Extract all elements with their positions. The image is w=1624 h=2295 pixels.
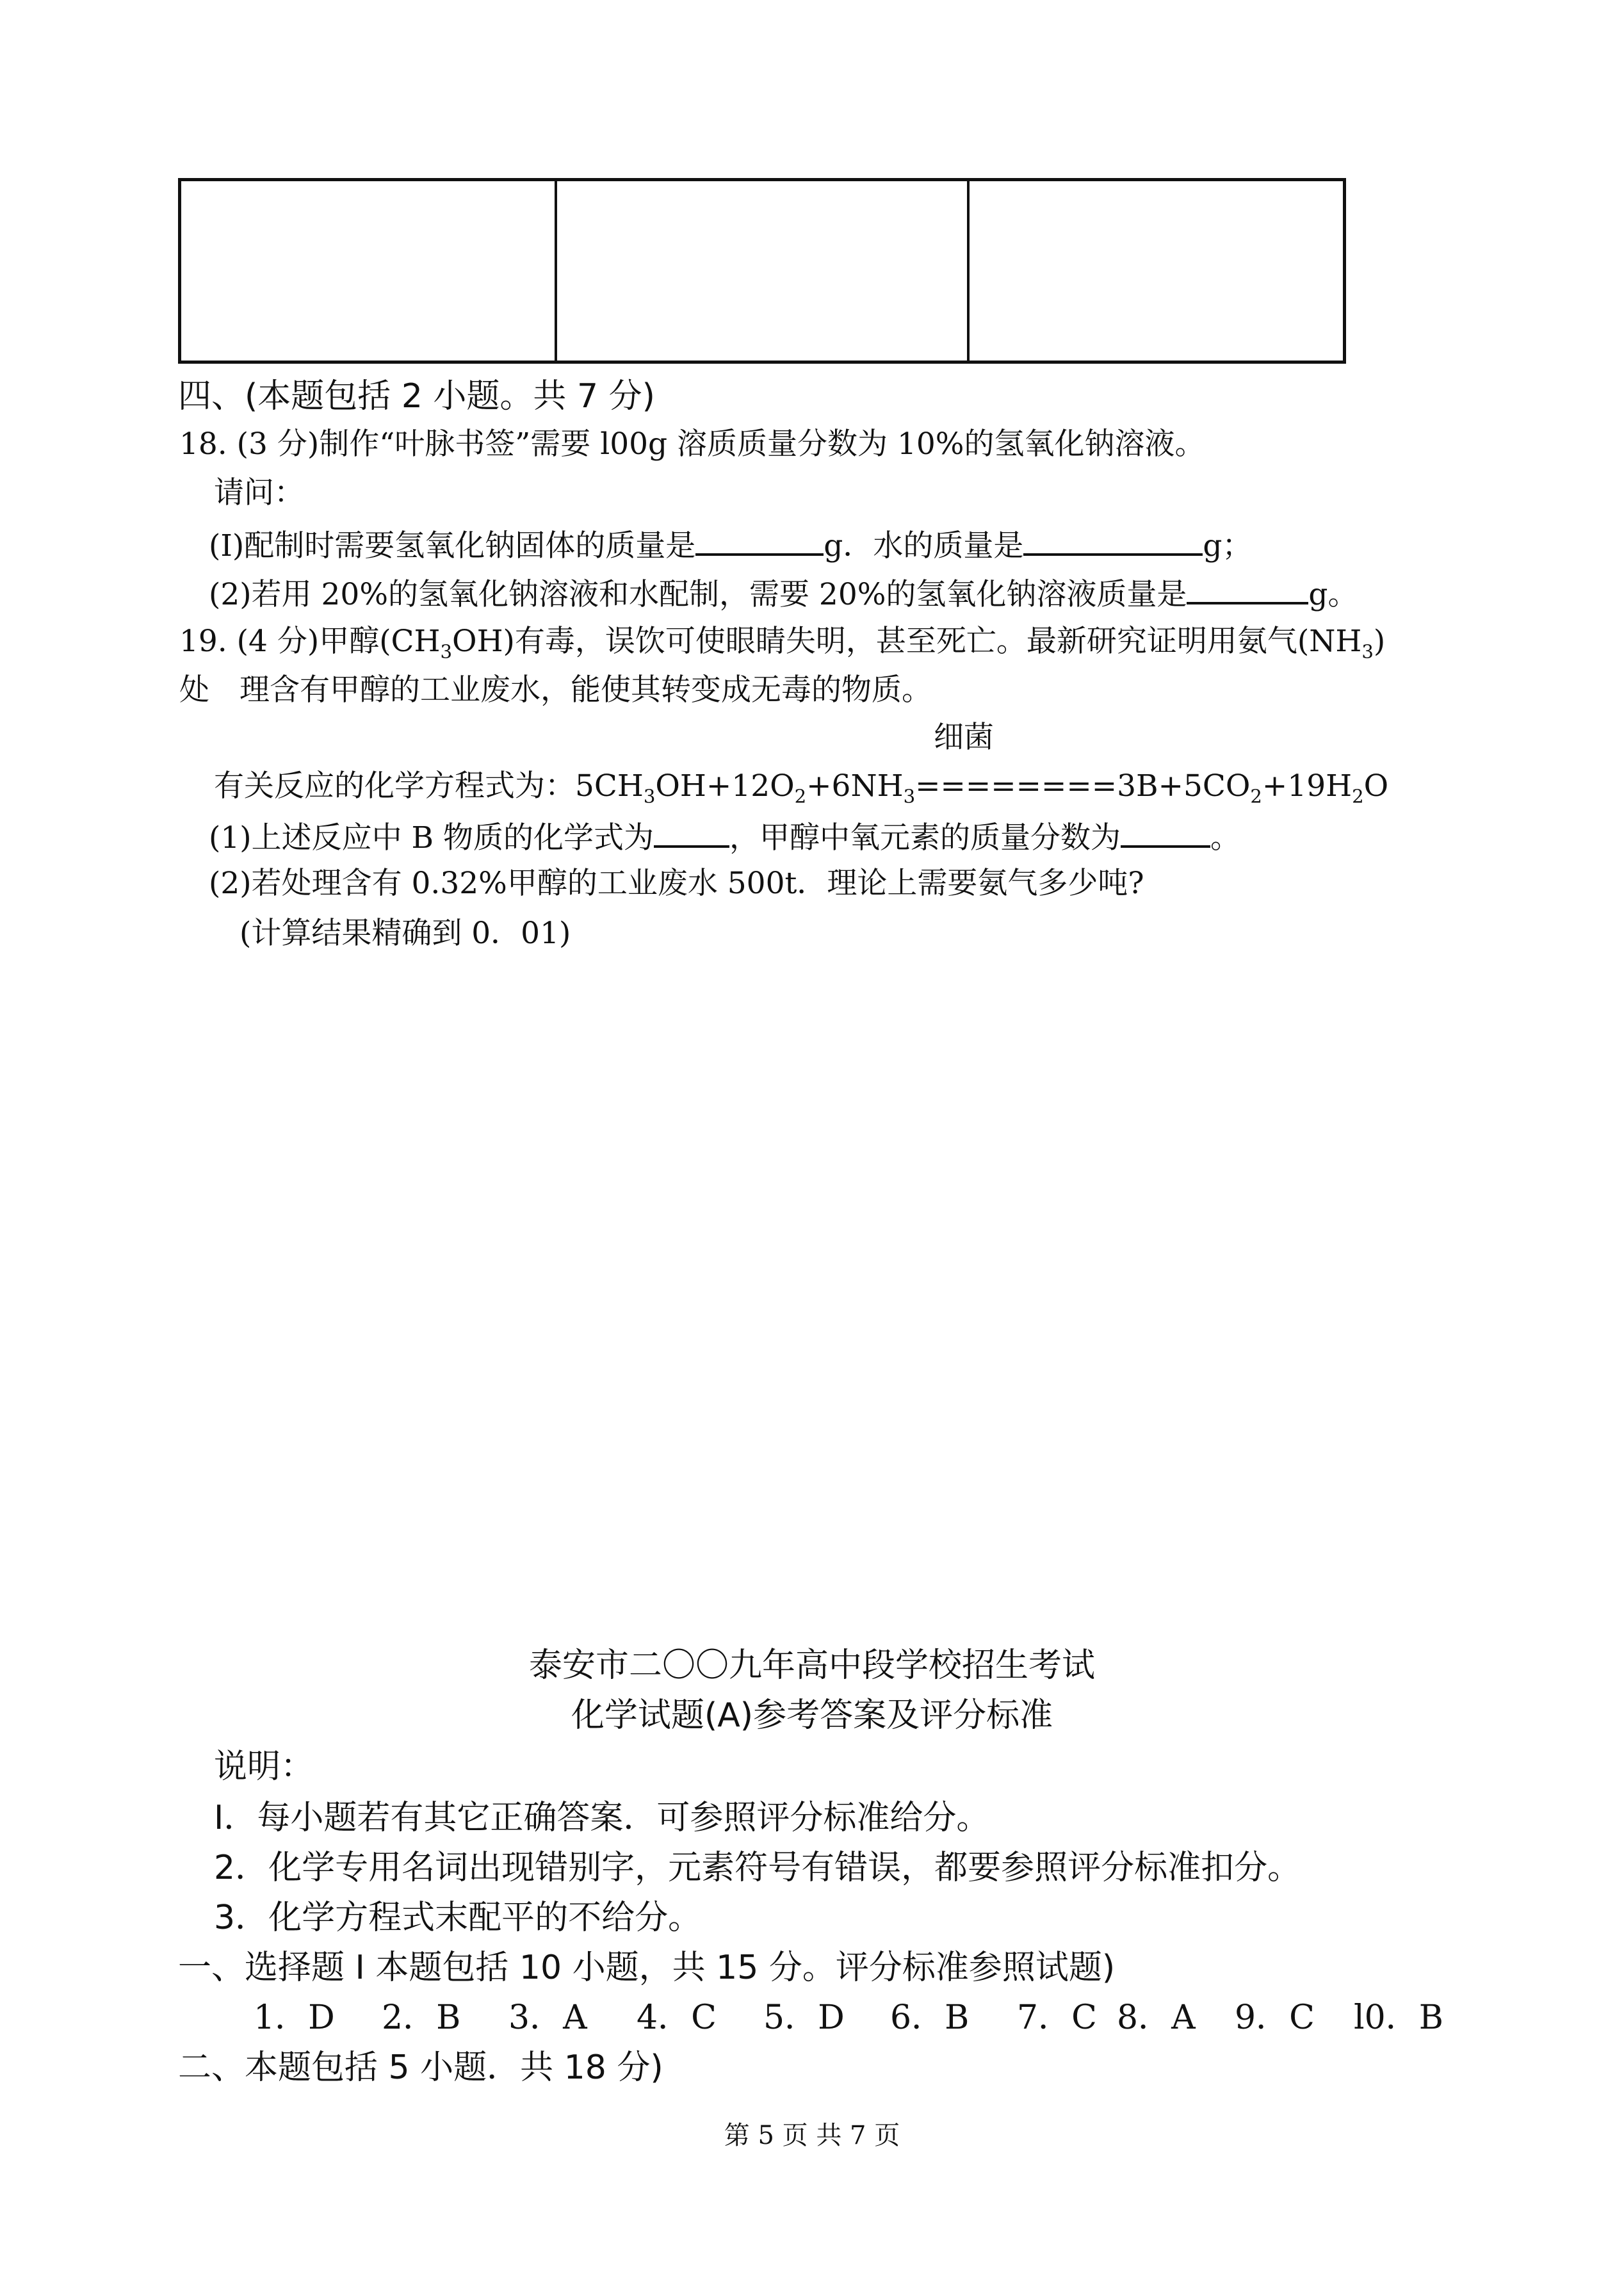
- answer-section-1: 一、选择题 I 本题包括 10 小题，共 15 分。评分标准参照试题): [178, 1949, 1116, 1987]
- choice-answer: 9．C: [1235, 1999, 1315, 2037]
- q19-stem-line2: 处 理含有甲醇的工业废水，能使其转变成无毒的物质。: [179, 672, 932, 708]
- choice-answer: 5．D: [763, 1999, 845, 2037]
- choice-answer: l0．B: [1354, 1999, 1443, 2037]
- note-item: I．每小题若有其它正确答案．可参照评分标准给分。: [214, 1799, 990, 1837]
- answer-key-title: 泰安市二〇〇九年高中段学校招生考试: [528, 1646, 1095, 1685]
- choice-answer: 6．B: [890, 1999, 970, 2037]
- choice-answer: 7．C: [1017, 1999, 1097, 2037]
- answer-blank[interactable]: [1023, 524, 1203, 556]
- answer-blank[interactable]: [695, 524, 824, 556]
- table-divider: [967, 181, 970, 361]
- q19-part1-text-c: 。: [1210, 820, 1240, 856]
- q19-equation-label: 有关反应的化学方程式为：: [214, 768, 575, 804]
- q19-part1-text-a: (1)上述反应中 B 物质的化学式为: [209, 820, 654, 856]
- q18-part2: [209, 572, 1358, 614]
- choice-answer: 3．A: [508, 1999, 587, 2037]
- q19-part2-note: (计算结果精确到 0．01): [240, 916, 571, 951]
- q18-part2-text-b: g。: [1308, 577, 1358, 612]
- table-divider: [555, 181, 557, 361]
- q18-part2-text-a: (2)若用 20%的氢氧化钠溶液和水配制，需要 20%的氢氧化钠溶液质量是: [209, 577, 1187, 612]
- q19-part1: [209, 816, 1240, 857]
- q19-stem: 19. (4 分)甲醇$(CH_3OH)$有毒，误饮可使眼睛失明，甚至死亡。最新研究证明用氨气$(NH_3)$: [179, 624, 1386, 663]
- choice-answer: 1．D: [254, 1999, 335, 2037]
- chemical-equation: $5CH_3OH+12O_2+6NH_3========3B+5CO_2+19H_2O$: [575, 768, 1389, 807]
- note-item: 3．化学方程式末配平的不给分。: [214, 1899, 702, 1937]
- q19-part2: (2)若处理含有 0.32%甲醇的工业废水 500t．理论上需要氨气多少吨?: [209, 866, 1144, 901]
- q18-part1-text-b: g．水的质量是: [824, 528, 1024, 564]
- answer-blank[interactable]: [654, 816, 729, 848]
- answer-blank[interactable]: [1121, 816, 1210, 848]
- page-footer: 第 5 页 共 7 页: [724, 2121, 900, 2150]
- q18-stem: 18. (3 分)制作“叶脉书签”需要 l00g 溶质质量分数为 10%的氢氧化钠溶液。: [179, 426, 1205, 462]
- q18-part1: [209, 524, 1252, 565]
- notes-heading: 说明：: [214, 1748, 314, 1786]
- choice-answer: 2．B: [382, 1999, 461, 2037]
- choice-answer: 8．A: [1117, 1999, 1196, 2037]
- q19-equation: [214, 767, 1388, 806]
- q19-part1-text-b: ，甲醇中氧元素的质量分数为: [729, 820, 1121, 856]
- q19-reaction-condition: 细菌: [934, 720, 994, 755]
- q18-part1-text-a: (I)配制时需要氢氧化钠固体的质量是: [209, 528, 696, 564]
- answer-section-2: 二、本题包括 5 小题．共 18 分): [178, 2048, 663, 2087]
- section-4-title: 四、(本题包括 2 小题。共 7 分): [178, 377, 655, 416]
- q18-part1-text-c: g；: [1203, 528, 1253, 564]
- choice-answer: 4．C: [637, 1999, 717, 2037]
- answer-blank[interactable]: [1187, 572, 1308, 604]
- q18-prompt: 请问：: [214, 475, 304, 510]
- answer-table: [178, 178, 1346, 364]
- answer-key-subtitle: 化学试题(A)参考答案及评分标准: [571, 1696, 1053, 1735]
- note-item: 2．化学专用名词出现错别字，元素符号有错误，都要参照评分标准扣分。: [214, 1849, 1301, 1887]
